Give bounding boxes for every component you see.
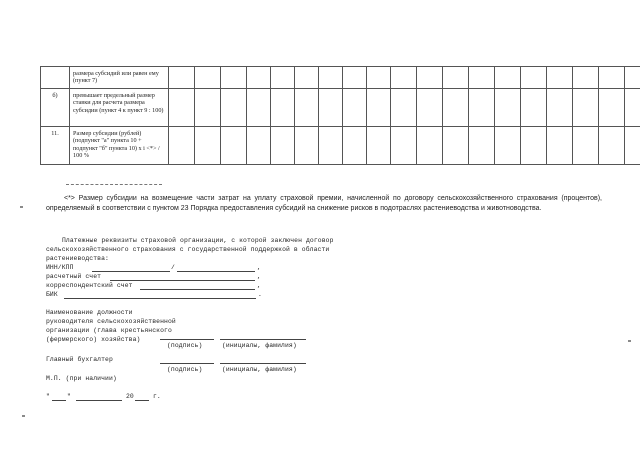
accountant-initials-field[interactable] <box>220 363 306 364</box>
head-initials-field[interactable] <box>220 339 306 340</box>
footnote-text: <*> Размер субсидии на возмещение части затрат на уплату страховой премии, начисленной по договору сельскохозяйственного страхования (процентов), определяемый в соответствии с пунктом 23 Порядка предоставления субсидий на снижение рисков в подотраслях растениеводства и животноводства. <box>46 195 602 213</box>
head-initials-caption: (инициалы, фамилия) <box>222 342 297 349</box>
table-row <box>41 89 640 127</box>
stamp-label: М.П. (при наличии) <box>46 375 117 382</box>
table-row <box>41 127 640 165</box>
position-line-3: организации (глава крестьянского <box>46 327 172 334</box>
position-line-4: (фермерского) хозяйства) <box>46 336 141 343</box>
date-day-field[interactable] <box>52 400 66 401</box>
payment-intro-line-2: сельскохозяйственного страхования с государственной поддержкой в области <box>46 246 330 253</box>
corr-account-label: корреспондентский счет <box>46 282 133 289</box>
date-open-quote: " <box>46 393 50 400</box>
account-field[interactable] <box>110 280 255 281</box>
row-number: 11. <box>41 127 70 165</box>
scan-margin-mark <box>628 340 631 342</box>
row-description: Размер субсидии (рублей) (подпункт "а" пункта 10 + подпункт "б" пункта 10) х i <*> / 100 % <box>70 127 169 165</box>
accountant-initials-caption: (инициалы, фамилия) <box>222 366 297 373</box>
accountant-signature-field[interactable] <box>160 363 214 364</box>
kpp-field[interactable] <box>177 271 255 272</box>
accountant-label: Главный бухгалтер <box>46 356 113 363</box>
subsidy-calculation-table <box>40 66 640 165</box>
row-number: б) <box>41 89 70 127</box>
table-row <box>41 67 640 89</box>
head-signature-caption: (подпись) <box>167 342 203 349</box>
inn-kpp-slash: / <box>171 264 175 271</box>
date-month-field[interactable] <box>76 400 122 401</box>
date-close-quote: " <box>67 393 71 400</box>
footnote-separator <box>66 184 162 185</box>
account-comma: , <box>257 273 261 280</box>
date-year-field[interactable] <box>135 400 149 401</box>
bik-period: . <box>258 291 262 298</box>
corr-account-field[interactable] <box>140 289 255 290</box>
accountant-signature-caption: (подпись) <box>167 366 203 373</box>
inn-kpp-label: ИНН/КПП <box>46 264 74 271</box>
inn-kpp-comma: , <box>257 264 261 271</box>
position-line-1: Наименование должности <box>46 309 133 316</box>
account-label: расчетный счет <box>46 273 102 280</box>
scan-margin-mark <box>22 415 25 417</box>
row-description: размера субсидий или равен ему (пункт 7) <box>70 67 169 89</box>
head-signature-field[interactable] <box>160 339 214 340</box>
corr-account-comma: , <box>257 282 261 289</box>
row-description: превышает предельный размер ставки для расчета размера субсидии (пункт 4 к пункт 9 : 100) <box>70 89 169 127</box>
row-number <box>41 67 70 89</box>
position-line-2: руководителя сельскохозяйственной <box>46 318 176 325</box>
date-year-prefix: 20 <box>126 393 134 400</box>
bik-field[interactable] <box>64 298 256 299</box>
inn-field[interactable] <box>92 271 170 272</box>
scan-margin-mark <box>20 206 23 208</box>
date-year-suffix: г. <box>153 393 161 400</box>
payment-intro-line-3: растениеводства: <box>46 255 109 262</box>
payment-intro-line-1: Платежные реквизиты страховой организации, с которой заключен договор <box>62 237 334 244</box>
bik-label: БИК <box>46 291 58 298</box>
